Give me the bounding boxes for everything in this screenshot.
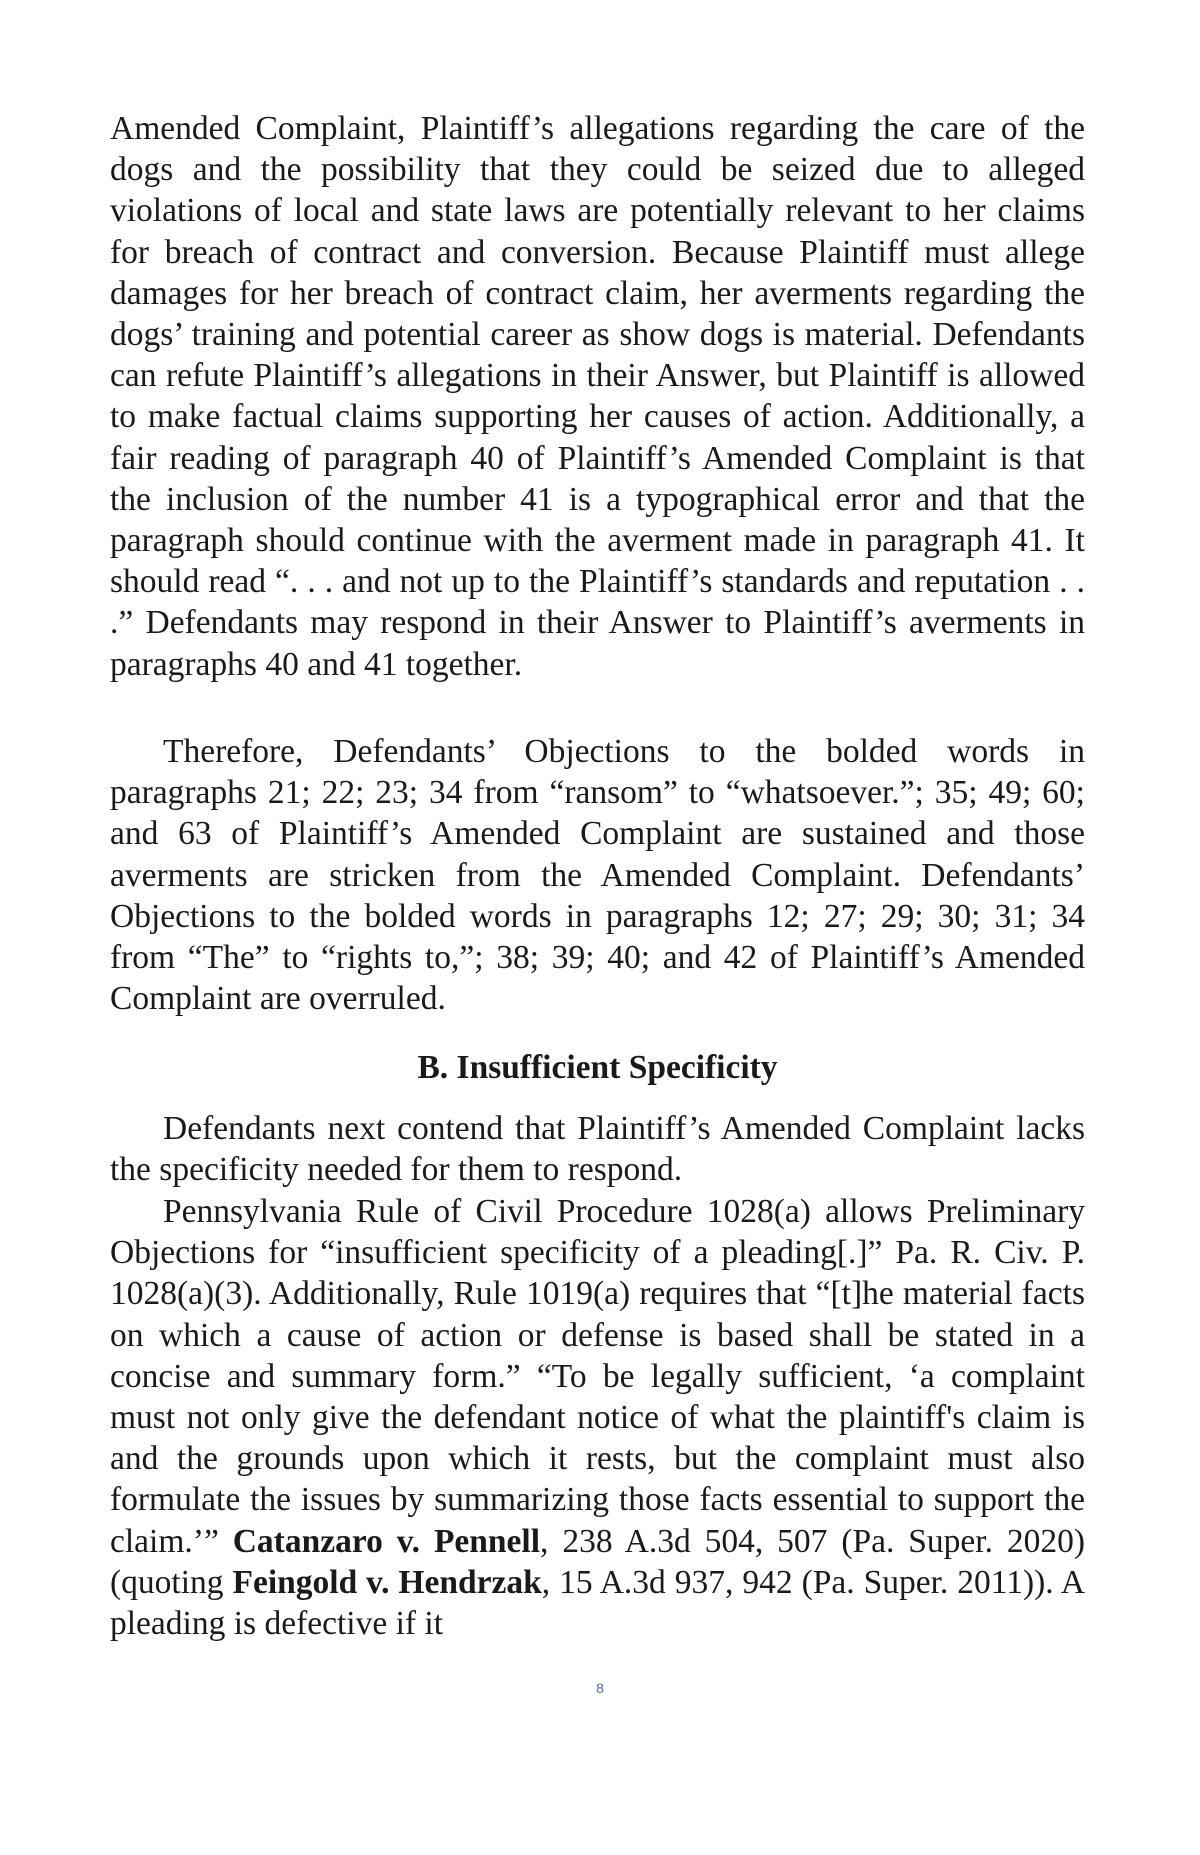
case-citation: Feingold v. Hendrzak (232, 1563, 542, 1601)
paragraph-text (110, 1191, 1085, 1644)
paragraph-contention (110, 1108, 1085, 1190)
paragraph-rule (110, 1191, 1085, 1644)
text-run: , 15 A.3d 937, 942 (Pa. Super. 2011)). A pleading is defective if it (110, 1563, 1085, 1643)
case-citation: Catanzaro v. Pennell (232, 1522, 541, 1560)
paragraph-text: Defendants next contend that Plaintiff’s Amended Complaint lacks the specificity needed for them to respond. (110, 1110, 1085, 1189)
paragraph-text: Amended Complaint, Plaintiff’s allegations regarding the care of the dogs and the possibility that they could be seized due to alleged violations of local and state laws are potentially relevant to her claims for breach of contract and conversion. Because Plaintiff must allege damages for her breach of contract claim, her averments regarding the dogs’ training and potential career as show dogs is material. Defendants can refute Plaintiff’s allegations in their Answer, but Plaintiff is allowed to make factual claims supporting her causes of action. Additionally, a fair reading of paragraph 40 of Plaintiff’s Amended Complaint is that the inclusion of the number 41 is a typographical error and that the paragraph should continue with the averment made in paragraph 41. It should read “. . . and not up to the Plaintiff’s standards and reputation . . .” Defendants may respond in their Answer to Plaintiff’s averments in paragraphs 40 and 41 together. (110, 110, 1085, 683)
text-run: Pennsylvania Rule of Civil Procedure 1028(a) allows Preliminary Objections for “insufficient specificity of a pleading[.]” Pa. R. Civ. P. 1028(a)(3). Additionally, Rule 1019(a) requires that “[t]he material facts on which a cause of action or defense is based shall be stated in a concise and summary form.” “To be legally sufficient, ‘a complaint must not only give the defendant notice of what the plaintiff's claim is and the grounds upon which it rests, but the complaint must also formulate the issues by summarizing those facts essential to support the claim.’” (110, 1193, 1085, 1560)
page-number: 8 (596, 1680, 604, 1696)
paragraph-text: Therefore, Defendants’ Objections to the bolded words in paragraphs 21; 22; 23; 34 from “ransom” to “whatsoever.”; 35; 49; 60; and 63 of Plaintiff’s Amended Complaint are sustained and those averments are stricken from the Amended Complaint. Defendants’ Objections to the bolded words in paragraphs 12; 27; 29; 30; 31; 34 from “The” to “rights to,”; 38; 39; 40; and 42 of Plaintiff’s Amended Complaint are overruled. (110, 733, 1085, 1018)
paragraph-conclusion (110, 731, 1085, 1019)
section-heading: B. Insufficient Specificity (417, 1049, 778, 1086)
paragraph-continuation (110, 108, 1085, 685)
text-run: , 238 A.3d 504, 507 (Pa. Super. 2020) (quoting (110, 1522, 1086, 1601)
